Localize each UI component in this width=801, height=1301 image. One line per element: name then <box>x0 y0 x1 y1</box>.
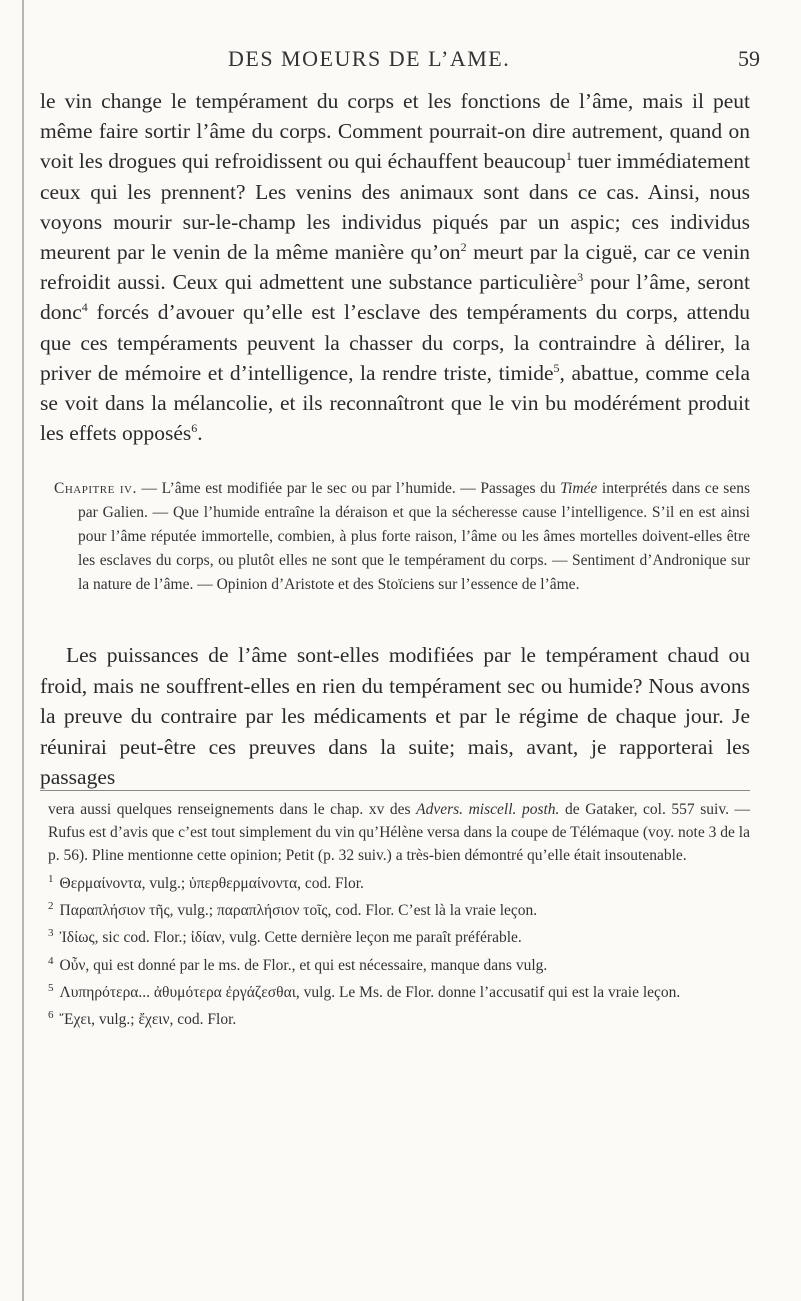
note-ref-1: 1 <box>565 149 572 164</box>
note-ref-6: 6 <box>191 421 198 436</box>
main-paragraph <box>40 86 750 448</box>
chapter-paragraph: Les puissances de l’âme sont-elles modifiées par le tempérament chaud ou froid, mais ne souffrent-elles en rien du tempérament sec ou humide? Nous avons la preuve du contraire par les médicaments et par le régime de chaque jour. Je réunirai peut-être ces preuves dans la suite; mais, avant, je rapporterai les passages <box>40 643 750 789</box>
timee-title: Timée <box>560 480 598 497</box>
page-binding-edge <box>22 0 24 1301</box>
page-number: 59 <box>738 46 760 71</box>
footnote-rule <box>40 790 750 791</box>
footnotes <box>48 798 750 1032</box>
note-ref-2: 2 <box>460 239 467 254</box>
chapter-summary: Chapitre iv. — L’âme est modifiée par le sec ou par l’humide. — Passages du Timée interprétés dans ce sens par Galien. — Que l’humide entraîne la déraison et que la sécheresse cause l’intelligence. S’il en est ainsi pour l’âme réputée immortelle, combien, à plus forte raison, l’âme ou les âmes mortelles doivent-elles être les esclaves du corps, ou plutôt elles ne sont que le tempérament du corps. — Sentiment d’Andronique sur la nature de l’âme. — Opinion d’Aristote et des Stoïciens sur l’essence de l’âme. <box>54 480 750 593</box>
footnote-5: $^5$ Λυπηρότερα... ἀθυμότερα ἐργάζεσθαι, vulg. Le Ms. de Flor. donne l’accusatif qui est la vraie leçon. <box>48 982 681 1002</box>
footnote-6: $^6$ Ἔχει, vulg.; ἔχειν, cod. Flor. <box>48 1009 237 1029</box>
note-ref-4: 4 <box>81 300 88 315</box>
page-header <box>0 40 801 76</box>
running-head: DES MOEURS DE L’AME. <box>228 46 511 71</box>
paragraph-1: le vin change le tempérament du corps et les fonctions de l’âme, mais il peut même faire sortir l’âme du corps. Comment pourrait-on dire autrement, quand on voit les drogues qui refroidissent ou qui échauffent beaucoup$^1$ tuer immédiatement ceux qui les prennent? Les venins des animaux sont dans ce cas. Ainsi, nous voyons mourir sur-le-champ les individus piqués par un aspic; ces individus meurent par le venin de la même manière $qu’on^2$ meurt par la ciguë, car ce venin refroidit aussi. Ceux qui admettent une substance particulière$^3$ pour l’âme, seront donc$^4$ forcés d’avouer qu’elle est l’esclave des tempéraments du corps, attendu que ces tempéraments peuvent la chasser du corps, la contraindre à délirer, la priver de mémoire et d’intelligence, la rendre triste, timide$^5$, abattue, comme cela se voit dans la mélancolie, et ils reconnaîtront que le vin bu modérément produit les effets opposés$^6$. <box>40 89 750 446</box>
footnote-1: $^1$ Θερμαίνοντα, vulg.; ὑπερθερμαίνοντα, cod. Flor. <box>48 872 364 892</box>
footnote-3: $^3$ Ἰδίως, sic cod. Flor.; ἰδίαν, vulg. Cette dernière leçon me paraît préférable. <box>48 927 522 947</box>
chapter-body <box>40 640 750 793</box>
footnote-4: $^4$ Οὖν, qui est donné par le ms. de Flor., et qui est nécessaire, manque dans vulg. <box>48 954 548 974</box>
chapter-label: Chapitre iv. <box>54 480 137 497</box>
footnote-2: $^2$ Παραπλήσιον τῆς, vulg.; παραπλήσιον τοῖς, cod. Flor. C’est là la vraie leçon. <box>48 899 538 920</box>
note-ref-3: 3 <box>577 270 584 285</box>
note-continuation: vera aussi quelques renseignements dans le chap. xv des Advers. miscell. posth. de Gataker, col. 557 suiv. — Rufus est d’avis que c’est tout simplement du vin qu’Hélène versa dans la coupe de Télémaque (voy. note 3 de la p. 56). Pline mentionne cette opinion; Petit (p. 32 suiv.) a très-bien démontré qu’elle était insoutenable. <box>48 801 751 865</box>
note-ref-5: 5 <box>553 360 560 375</box>
